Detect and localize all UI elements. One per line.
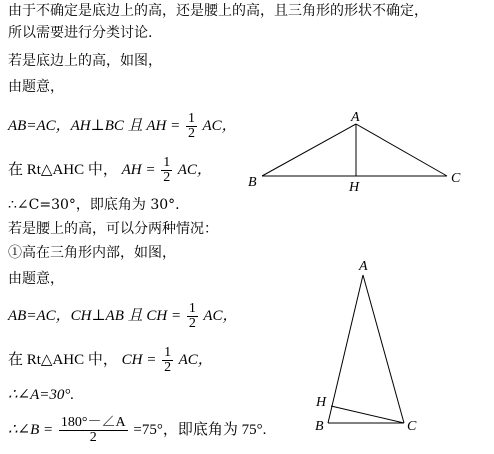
segment-ab	[262, 124, 356, 176]
figure-1-label-h: H	[349, 180, 360, 195]
segment-ac	[363, 275, 404, 423]
figure-1-label-b: B	[248, 175, 257, 190]
figure-2-triangle	[328, 275, 404, 423]
figure-2-label-h: H	[316, 395, 327, 410]
case1-condition-text: AB=AC，AH⊥BC 且 AH =	[8, 117, 181, 134]
segment-ab	[328, 275, 363, 423]
fraction-numerator: 1	[163, 155, 171, 170]
fraction-denominator: 2	[89, 430, 97, 445]
case1-heading: 若是底边上的高，如图，	[8, 53, 162, 69]
fraction-denominator: 2	[163, 170, 171, 185]
case2-condition-tail: AC，	[203, 307, 238, 324]
fraction-numerator: 180°－∠A	[60, 415, 126, 430]
intro-line-1: 由于不确定是底边上的高，还是腰上的高，且三角形的形状不确定，	[8, 3, 428, 19]
case1-rt-text: 在 Rt△AHC 中，	[8, 161, 118, 178]
case1-rt-eq: AH =	[121, 161, 156, 178]
fraction-denominator: 2	[164, 360, 172, 375]
case2-rt-text: 在 Rt△AHC 中，	[8, 351, 118, 368]
case1-result: ∴∠C=30°，即底角为 30°.	[8, 197, 180, 213]
figure-1-label-c: C	[451, 171, 461, 186]
case1-rt-tail: AC，	[177, 161, 212, 178]
case2-by-problem: 由题意，	[8, 271, 64, 287]
intro-line-2: 所以需要进行分类讨论.	[8, 25, 153, 41]
fraction-numerator: 1	[188, 301, 196, 316]
case2-sub-heading: ①高在三角形内部，如图，	[8, 245, 176, 261]
figure-2-label-c: C	[407, 419, 417, 434]
case2-final-tail: =75°，即底角为 75°.	[133, 421, 267, 438]
fraction-denominator: 2	[188, 126, 196, 141]
case2-heading: 若是腰上的高，可以分两种情况：	[8, 221, 218, 237]
case2-rt-eq: CH =	[121, 351, 157, 368]
figure-2-label-b: B	[315, 419, 324, 434]
figure-1-triangle	[262, 124, 447, 176]
fraction-numerator: 1	[188, 111, 196, 126]
fraction-numerator: 1	[164, 345, 172, 360]
figure-1-label-a: A	[351, 110, 360, 125]
case2-rt-tail: AC，	[178, 351, 213, 368]
case2-condition-text: AB=AC，CH⊥AB 且 CH =	[8, 307, 182, 324]
segment-ac	[356, 124, 447, 176]
case1-by-problem: 由题意，	[8, 79, 64, 95]
case2-angle-a: ∴∠A=30°.	[8, 387, 75, 403]
figure-2-label-a: A	[359, 259, 368, 274]
segment-ch	[331, 406, 404, 423]
fraction-denominator: 2	[188, 316, 196, 331]
case1-condition-tail: AC，	[202, 117, 237, 134]
case2-final-text: ∴∠B =	[8, 421, 54, 438]
